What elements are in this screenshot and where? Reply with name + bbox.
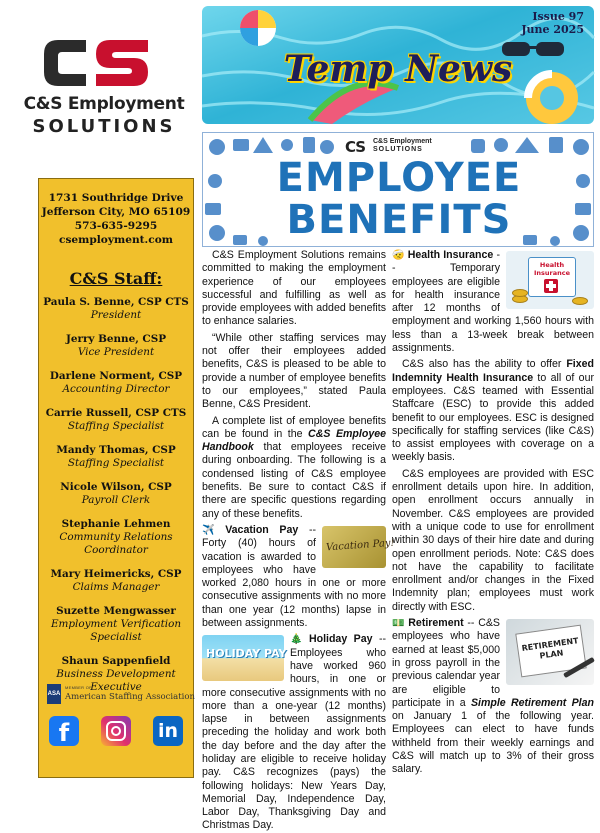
social-links xyxy=(39,716,193,750)
facebook-icon[interactable]: f xyxy=(49,716,79,746)
benefits-logo-mark: CS xyxy=(345,138,366,156)
quote-paragraph: “While other staffing services may not offer their employees added benefits, C&S is pleased to be able to provide a number of employee benefits to our employees,” stated Paula Benne, C&S President. xyxy=(202,331,386,411)
staff-entry xyxy=(39,333,193,359)
staff-title: Vice President xyxy=(77,346,155,358)
staff-title: Payroll Clerk xyxy=(81,494,151,506)
benefits-title-line1: EMPLOYEE xyxy=(276,155,522,201)
esc-enrollment-paragraph: C&S employees are provided with ESC enrollment details upon hire. In addition, open enrollment occurs annually in November. C&S employees are provided with a unique code to use for enrollment within 30 days of their hire date and during open enrollment periods. Note: C&S does not have the capability to facilitate enrollment and/or changes in the Fixed Indemnity plan; employees must work directly with ESC. xyxy=(392,467,594,613)
handbook-title: C&S Employee Handbook xyxy=(202,427,386,454)
newsletter-title: Temp News xyxy=(283,48,513,90)
handbook-paragraph: A complete list of employee benefits can be found in the C&S Employee Handbook that employees receive during onboarding. The following is a condensed listing of C&S employee benefits. Be sure to contact C&S if there are specific questions regarding any of these benefits. xyxy=(202,414,386,520)
christmas-tree-icon: 🎄 xyxy=(290,634,306,646)
staff-entry xyxy=(39,481,193,507)
staff-entry xyxy=(39,407,193,433)
staff-entry xyxy=(39,605,193,644)
staff-title: Employment Verification Specialist xyxy=(50,618,182,643)
linkedin-icon[interactable]: in xyxy=(153,716,183,746)
benefits-logo-line2: SOLUTIONS xyxy=(373,146,423,153)
staff-title: Staffing Specialist xyxy=(67,420,165,432)
holiday-heading: Holiday Pay xyxy=(308,633,373,646)
staff-heading: C&S Staff: xyxy=(69,269,163,288)
staff-entry xyxy=(39,370,193,396)
airplane-icon: ✈️ xyxy=(202,524,223,536)
staff-name: Carrie Russell, CSP CTS xyxy=(45,407,187,419)
staff-name: Darlene Norment, CSP xyxy=(49,370,183,382)
staff-name: Suzette Mengwasser xyxy=(56,605,176,617)
asa-logo: ASA xyxy=(47,684,61,704)
injured-face-icon: 🤕 xyxy=(392,250,405,261)
street-address: 1731 Southridge Drive xyxy=(48,192,184,204)
asa-member-of: MEMBER OF xyxy=(65,685,92,690)
staff-entry xyxy=(39,296,193,322)
staff-title: President xyxy=(90,309,142,321)
staff-title: Accounting Director xyxy=(62,383,170,395)
staff-title: Community Relations Coordinator xyxy=(59,531,173,556)
money-icon: 💵 xyxy=(392,618,406,630)
vacation-pay-image: Vacation Pay! xyxy=(322,526,386,568)
phone-number[interactable]: 573-635-9295 xyxy=(74,220,158,232)
staff-name: Stephanie Lehmen xyxy=(61,518,171,530)
fixed-indemnity-title: Fixed Indemnity Health Insurance xyxy=(392,358,594,384)
website-link[interactable]: csemployment.com xyxy=(59,234,173,246)
intro-paragraph: C&S Employment Solutions remains committed to making the employment experience of our employees successful and fulfilling as well as provide employees with added benefits to enhance salaries. xyxy=(202,249,386,328)
staff-title: Staffing Specialist xyxy=(67,457,165,469)
issue-info xyxy=(521,10,584,36)
logo-name-line2: SOLUTIONS xyxy=(32,116,176,137)
contact-sidebar xyxy=(38,178,194,778)
vacation-paragraph: Vacation Pay! ✈️ Vacation Pay -- Forty (40) hours of vacation is awarded to employees who have worked 2,080 hours in one or more consecutive assignments with no more than one year (12 months) lapse in between assignments. xyxy=(202,523,395,630)
retirement-heading: Retirement xyxy=(408,617,464,630)
staff-title: Claims Manager xyxy=(72,581,160,593)
staff-name: Jerry Benne, CSP xyxy=(65,333,167,345)
temp-news-banner xyxy=(202,6,594,124)
retirement-plan-image: RETIREMENT PLAN xyxy=(506,619,594,685)
staff-name: Mary Heimericks, CSP xyxy=(50,568,182,580)
article-column-right xyxy=(392,249,594,777)
staff-name: Nicole Wilson, CSP xyxy=(60,481,172,493)
staff-title: Business Development Executive xyxy=(56,668,176,693)
staff-entry xyxy=(39,518,193,557)
vacation-heading: Vacation Pay xyxy=(225,523,299,536)
staff-name: Mandy Thomas, CSP xyxy=(56,444,176,456)
instagram-icon[interactable] xyxy=(101,716,131,746)
city-state-zip: Jefferson City, MO 65109 xyxy=(41,206,191,218)
staff-entry xyxy=(39,568,193,594)
simple-retirement-plan-title: Simple Retirement Plan xyxy=(470,696,594,709)
article-column-left xyxy=(202,249,395,832)
fixed-indemnity-paragraph: C&S also has the ability to offer Fixed Indemnity Health Insurance to all of our employees. C&S teamed with Essential Staffcare (ESC) to provide this added benefit to our employees. ESC is designed specifically for staffing services (like C&S) to assist employees with coverage on a weekly basis. xyxy=(392,358,594,464)
issue-number: Issue 97 xyxy=(532,10,584,23)
benefits-title-line2: BENEFITS xyxy=(286,197,512,243)
asa-membership[interactable] xyxy=(47,684,195,706)
staff-name: Shaun Sappenfield xyxy=(61,655,171,667)
benefits-logo-line1: C&S Employment xyxy=(373,138,432,145)
benefits-logo xyxy=(345,138,455,156)
health-insurance-image: Health Insurance xyxy=(506,251,594,309)
employee-benefits-header xyxy=(202,132,594,247)
staff-entry xyxy=(39,444,193,470)
staff-name: Paula S. Benne, CSP CTS xyxy=(43,296,189,308)
retirement-paragraph: RETIREMENT PLAN 💵 Retirement -- C&S employees who have earned at least $5,000 in gross payroll in the previous calendar year are eligible to participate in a Simple Retirement Plan on January 1 of the following year. Employees can elect to have funds withheld from their weekly earnings and C&S will match up to 3% of their gross salary. xyxy=(392,617,594,776)
health-heading: Health Insurance xyxy=(407,249,494,261)
beach-ball-icon xyxy=(240,10,276,46)
company-logo xyxy=(0,0,196,175)
staff-list xyxy=(39,296,193,694)
asa-name: American Staffing Association xyxy=(65,692,195,702)
holiday-pay-image: HOLIDAY PAY xyxy=(202,635,284,681)
holiday-paragraph: 🎄 Holiday Pay HOLIDAY PAY -- Employees who have worked 960 hours, in one or more consecutive assignments with no more than a one-year (12 months) lapse in between assignments preceding the holiday and work both the day before and the day after the holiday are eligible to receive holiday pay. C&S recognizes (pays) the following holidays: New Years Day, Memorial Day, Independence Day, Labor Day, Thanksgiving Day and Christmas Day. xyxy=(202,633,386,832)
logo-name-line1: C&S Employment xyxy=(23,94,185,114)
health-paragraph: Health Insurance 🤕 Health Insurance -- Temporary employees are eligible for health insurance after 12 months of employment and working 1,560 hours with less than a 13-week break between assignments. xyxy=(392,249,594,355)
address-block xyxy=(39,191,193,247)
issue-date: June 2025 xyxy=(521,23,584,36)
